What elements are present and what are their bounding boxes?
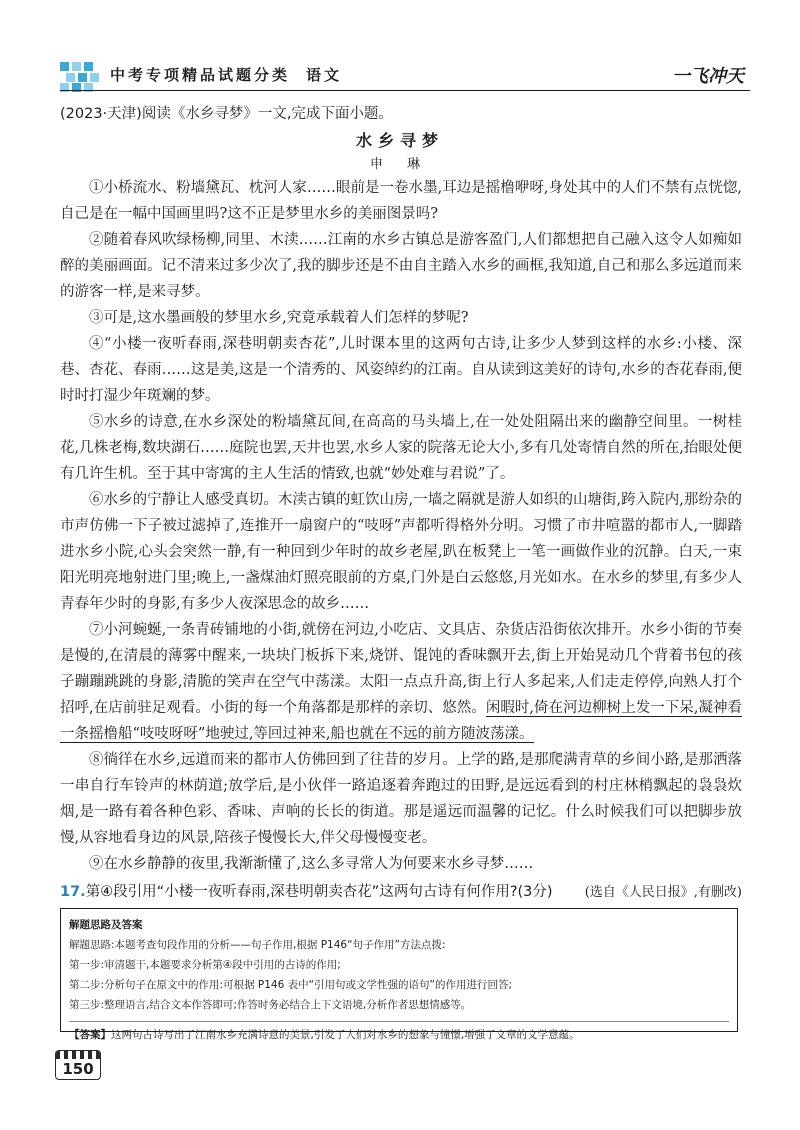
subject-label: 语文 bbox=[306, 66, 343, 84]
question-17 bbox=[60, 880, 553, 901]
solution-line-4: 第三步:整理语言,结合文本作答即可;作答时务必结合上下文语境,分析作者思想情感等。 bbox=[69, 999, 472, 1011]
article-body bbox=[60, 175, 742, 906]
article-title: 水乡寻梦 bbox=[355, 131, 444, 150]
paragraph-5: ⑤水乡的诗意,在水乡深处的粉墙黛瓦间,在高高的马头墙上,在一处处阻隔出来的幽静空间里。一树桂花,几株老梅,数块湖石……庭院也罢,天井也罢,水乡人家的院落无论大小,多有几处寄情自然的所在,抬眼处便有几许生机。至于其中寄寓的主人生活的情致,也就“妙处难与君说”了。 bbox=[60, 414, 742, 482]
answer-label: 【答案】 bbox=[69, 1029, 111, 1041]
answer-text: 这两句古诗写出了江南水乡充满诗意的美景,引发了人们对水乡的想象与憧憬,增强了文章的文学意蕴。 bbox=[111, 1029, 580, 1041]
question-intro: (2023·天津)阅读《水乡寻梦》一文,完成下面小题。 bbox=[60, 106, 393, 122]
solution-line-2: 第一步:审清题干,本题要求分析第④段中引用的古诗的作用; bbox=[69, 959, 341, 971]
answer-heading: 解题思路及答案 bbox=[69, 919, 143, 931]
page-number-badge bbox=[55, 1050, 101, 1080]
paragraph-7 bbox=[60, 617, 742, 747]
series-title: 中考专项精品试题分类 bbox=[110, 66, 291, 84]
answer-box bbox=[60, 908, 738, 1041]
page-number-stripe bbox=[56, 1051, 100, 1059]
page-header bbox=[0, 0, 800, 100]
brand-logo: 一飞冲天 bbox=[672, 66, 744, 87]
answer-line bbox=[69, 1021, 729, 1045]
paragraph-3: ③可是,这水墨画般的梦里水乡,究竟承载着人们怎样的梦呢? bbox=[89, 310, 469, 326]
question-text: 第④段引用“小楼一夜听春雨,深巷明朝卖杏花”这两句古诗有何作用?(3分) bbox=[85, 884, 553, 900]
header-divider bbox=[60, 90, 750, 91]
paragraph-6: ⑥水乡的宁静让人感受真切。木渎古镇的虹饮山房,一墙之隔就是游人如织的山塘街,跨入院内,那纷杂的市声仿佛一下子被过滤掉了,连推开一扇窗户的“吱呀”声都听得格外分明。习惯了市井喧嚣的都市人,一脚踏进水乡小院,心头会突然一静,有一种回到少年时的故乡老屋,趴在板凳上一笔一画做作业的沉静。白天,一束阳光明亮地射进门里;晚上,一盏煤油灯照亮眼前的方桌,门外是白云悠悠,月光如水。在水乡的梦里,有多少人青春年少时的身影,有多少人夜深思念的故乡…… bbox=[60, 492, 742, 612]
paragraph-2: ②随着春风吹绿杨柳,同里、木渎……江南的水乡古镇总是游客盈门,人们都想把自己融入这令人如痴如醉的美丽画面。记不清来过多少次了,我的脚步还是不由自主踏入水乡的画框,我知道,自己和那么多远道而来的游客一样,是来寻梦。 bbox=[60, 232, 742, 300]
paragraph-8: ⑧徜徉在水乡,远道而来的都市人仿佛回到了往昔的岁月。上学的路,是那爬满青草的乡间小路,是那洒落一串自行车铃声的林荫道;放学后,是小伙伴一路追逐着奔跑过的田野,是远远看到的村庄林梢飘起的袅袅炊烟,是一路有着各种色彩、香味、声响的长长的街道。那是遥远而温馨的记忆。什么时候我们可以把脚步放慢,从容地看身边的风景,陪孩子慢慢长大,伴父母慢慢变老。 bbox=[60, 752, 742, 846]
solution-line-1: 解题思路:本题考查句段作用的分析——句子作用,根据 P146“句子作用”方法点拨: bbox=[69, 939, 446, 951]
question-number: 17. bbox=[60, 884, 86, 900]
header-logo-grid bbox=[60, 62, 104, 92]
article-author: 申 琳 bbox=[369, 157, 431, 172]
solution-line-3: 第二步:分析句子在原文中的作用:可根据 P146 表中“引用句或文学性强的语句”的作用进行回答; bbox=[69, 979, 513, 991]
paragraph-7-text: ⑦小河蜿蜒,一条青砖铺地的小街,就傍在河边,小吃店、文具店、杂货店沿街依次排开。水乡小街的节奏是慢的,在清晨的薄雾中醒来,一块块门板拆下来,烧饼、馄饨的香味飘开去,街上开始晃动几个背着书包的孩子蹦蹦跳跳的身影,清脆的笑声在空气中荡漾。太阳一点点升高,街上行人多起来,人们走走停停,向熟人打个招呼,在店前驻足观看。小街的每一个角落都是那样的亲切、悠然。 bbox=[60, 622, 742, 716]
article-source: (选自《人民日报》,有删改) bbox=[584, 885, 742, 900]
underlined-sentence: 闲暇时,倚在河边柳树上发一下呆,凝神看一条摇橹船“吱吱呀呀”地驶过,等回过神来,船也就在不远的前方随波荡漾。 bbox=[60, 700, 742, 742]
paragraph-4: ④“小楼一夜听春雨,深巷明朝卖杏花”,儿时课本里的这两句古诗,让多少人梦到这样的水乡:小楼、深巷、杏花、春雨……这是美,这是一个清秀的、风姿绰约的江南。自从读到这美好的诗句,水乡的杏花春雨,便时时打湿少年斑斓的梦。 bbox=[60, 336, 742, 404]
paragraph-9: ⑨在水乡静静的夜里,我渐渐懂了,这么多寻常人为何要来水乡寻梦…… bbox=[89, 856, 534, 872]
header-title bbox=[110, 64, 342, 85]
paragraph-1: ①小桥流水、粉墙黛瓦、枕河人家……眼前是一卷水墨,耳边是摇橹咿呀,身处其中的人们不禁有点恍惚,自己是在一幅中国画里吗?这不正是梦里水乡的美丽图景吗? bbox=[60, 180, 742, 222]
page-number: 150 bbox=[62, 1060, 94, 1078]
